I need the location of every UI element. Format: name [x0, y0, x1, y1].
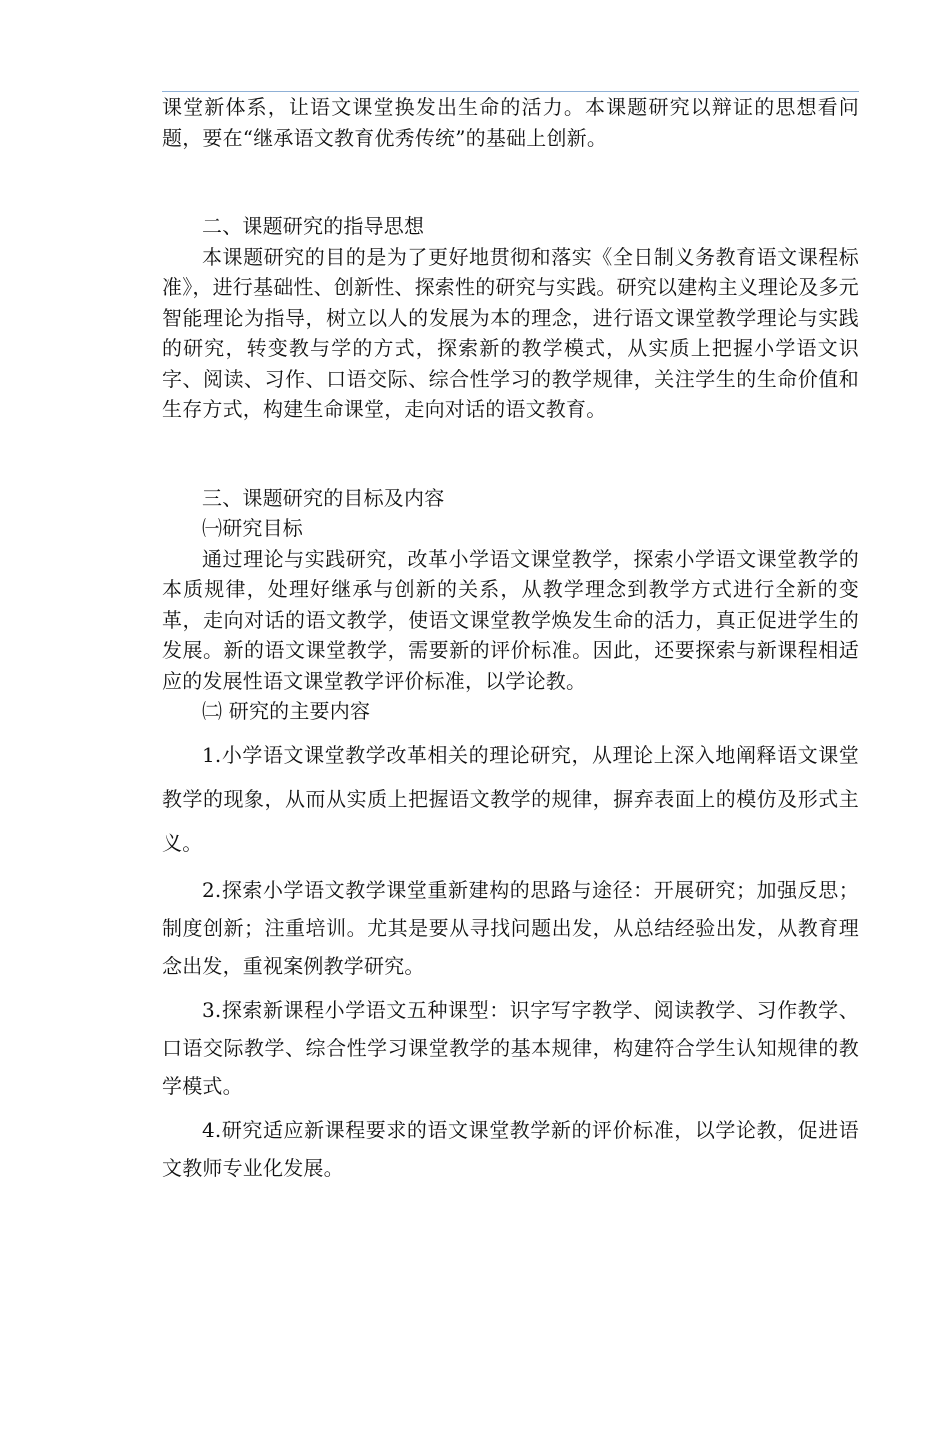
section2-heading: 二、课题研究的指导思想 [202, 214, 425, 238]
spacer [162, 425, 859, 483]
content-item-2: 2.探索小学语文教学课堂重新建构的思路与途径：开展研究；加强反思；制度创新；注重培训。尤其是要从寻找问题出发，从总结经验出发，从教育理念出发，重视案例教学研究。 [162, 877, 859, 978]
document-body [162, 92, 859, 1187]
content-item-4: 4.研究适应新课程要求的语文课堂教学新的评价标准，以学论教，促进语文教师专业化发展。 [162, 1117, 859, 1180]
spacer [162, 153, 859, 211]
top-paragraph: 课堂新体系，让语文课堂换发出生命的活力。本课题研究以辩证的思想看问题，要在“继承语文教育优秀传统”的基础上创新。 [162, 95, 859, 150]
section3-sub1-heading: ㈠研究目标 [202, 516, 303, 540]
section3-heading: 三、课题研究的目标及内容 [202, 485, 445, 510]
section2-paragraph: 本课题研究的目的是为了更好地贯彻和落实《全日制义务教育语文课程标准》，进行基础性、创新性、探索性的研究与实践。研究以建构主义理论及多元智能理论为指导，树立以人的发展为本的理念，进行语文课堂教学理论与实践的研究，转变教与学的方式，探索新的教学模式，从实质上把握小学语文识字、阅读、习作、口语交际、综合性学习的教学规律，关注学生的生命价值和生存方式，构建生命课堂，走向对话的语文教育。 [162, 244, 859, 421]
content-item-1: 1.小学语文课堂教学改革相关的理论研究，从理论上深入地阐释语文课堂教学的现象，从而从实质上把握语文教学的规律，摒弃表面上的模仿及形式主义。 [162, 742, 859, 855]
section3-sub2-heading: ㈡ 研究的主要内容 [202, 699, 371, 723]
content-item-3: 3.探索新课程小学语文五种课型：识字写字教学、阅读教学、习作教学、口语交际教学、综合性学习课堂教学的基本规律，构建符合学生认知规律的教学模式。 [162, 997, 859, 1098]
section3-sub1-paragraph: 通过理论与实践研究，改革小学语文课堂教学，探索小学语文课堂教学的本质规律，处理好继承与创新的关系，从教学理念到教学方式进行全新的变革，走向对话的语文教学，使语文课堂教学焕发生命的活力，真正促进学生的发展。新的语文课堂教学，需要新的评价标准。因此，还要探索与新课程相适应的发展性语文课堂教学评价标准，以学论教。 [162, 546, 859, 693]
